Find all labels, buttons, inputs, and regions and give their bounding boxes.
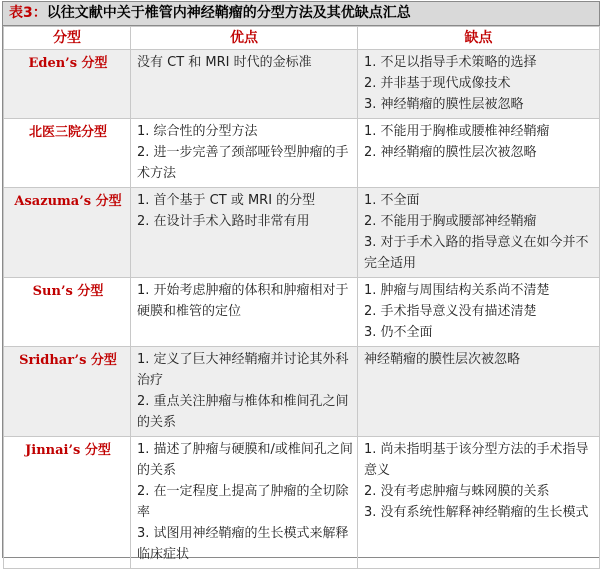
cons-item: 1. 尚未指明基于该分型方法的手术指导意义 <box>364 442 589 478</box>
pros-item: 1. 综合性的分型方法 <box>137 124 258 139</box>
pros-item: 2. 在设计手术入路时非常有用 <box>137 214 310 229</box>
cons-item: 3. 仍不全面 <box>364 325 433 340</box>
cons-item: 1. 肿瘤与周围结构关系尚不清楚 <box>364 283 550 298</box>
cons-item: 2. 并非基于现代成像技术 <box>364 76 511 91</box>
table-caption-label: 表3： <box>9 5 47 21</box>
pros-item: 2. 进一步完善了颈部哑铃型肿瘤的手术方法 <box>137 145 349 181</box>
pros-item: 1. 定义了巨大神经鞘瘤并讨论其外科治疗 <box>137 352 349 388</box>
cons-item: 3. 对于手术入路的指导意义在如今并不完全适用 <box>364 235 589 271</box>
cons-item: 1. 不全面 <box>364 193 420 208</box>
cons-cell <box>358 50 600 119</box>
cons-item: 2. 手术指导意义没有描述清楚 <box>364 304 537 319</box>
table-caption-text: 以往文献中关于椎管内神经鞘瘤的分型方法及其优缺点汇总 <box>46 5 411 21</box>
pros-item: 1. 开始考虑肿瘤的体积和肿瘤相对于硬膜和椎管的定位 <box>137 283 349 319</box>
cons-item: 3. 神经鞘瘤的膜性层被忽略 <box>364 97 524 112</box>
cons-cell <box>358 437 600 569</box>
table-row <box>4 188 600 278</box>
pros-cell <box>131 437 358 569</box>
classification-name: Sun’s 分型 <box>4 278 131 347</box>
cons-item: 神经鞘瘤的膜性层次被忽略 <box>364 352 521 367</box>
cons-cell <box>358 278 600 347</box>
pros-item: 1. 首个基于 CT 或 MRI 的分型 <box>137 193 316 208</box>
table-caption <box>3 2 599 26</box>
pros-item: 1. 描述了肿瘤与硬膜和/或椎间孔之间的关系 <box>137 442 353 478</box>
table-row <box>4 437 600 569</box>
cons-cell <box>358 119 600 188</box>
pros-cell <box>131 119 358 188</box>
pros-item: 2. 在一定程度上提高了肿瘤的全切除率 <box>137 484 349 520</box>
table-row <box>4 50 600 119</box>
table-row <box>4 278 600 347</box>
cons-item: 3. 没有系统性解释神经鞘瘤的生长模式 <box>364 505 589 520</box>
classification-table <box>3 26 600 569</box>
cons-item: 1. 不足以指导手术策略的选择 <box>364 55 537 70</box>
column-header-cons: 缺点 <box>358 27 600 50</box>
classification-name: 北医三院分型 <box>4 119 131 188</box>
pros-item: 没有 CT 和 MRI 时代的金标准 <box>137 55 312 70</box>
pros-cell <box>131 50 358 119</box>
classification-name: Asazuma’s 分型 <box>4 188 131 278</box>
pros-item: 3. 试图用神经鞘瘤的生长模式来解释临床症状 <box>137 526 349 562</box>
classification-name: Jinnai’s 分型 <box>4 437 131 569</box>
pros-cell <box>131 188 358 278</box>
column-header-pros: 优点 <box>131 27 358 50</box>
classification-name: Sridhar’s 分型 <box>4 347 131 437</box>
table-row <box>4 119 600 188</box>
table-header-row <box>4 27 600 50</box>
cons-item: 2. 没有考虑肿瘤与蛛网膜的关系 <box>364 484 550 499</box>
cons-cell <box>358 188 600 278</box>
cons-cell <box>358 347 600 437</box>
pros-cell <box>131 347 358 437</box>
pros-item: 2. 重点关注肿瘤与椎体和椎间孔之间的关系 <box>137 394 349 430</box>
cons-item: 1. 不能用于胸椎或腰椎神经鞘瘤 <box>364 124 550 139</box>
column-header-type: 分型 <box>4 27 131 50</box>
cons-item: 2. 神经鞘瘤的膜性层次被忽略 <box>364 145 537 160</box>
table-row <box>4 347 600 437</box>
summary-table-frame <box>2 1 600 562</box>
cons-item: 2. 不能用于胸或腰部神经鞘瘤 <box>364 214 537 229</box>
pros-cell <box>131 278 358 347</box>
classification-name: Eden’s 分型 <box>4 50 131 119</box>
